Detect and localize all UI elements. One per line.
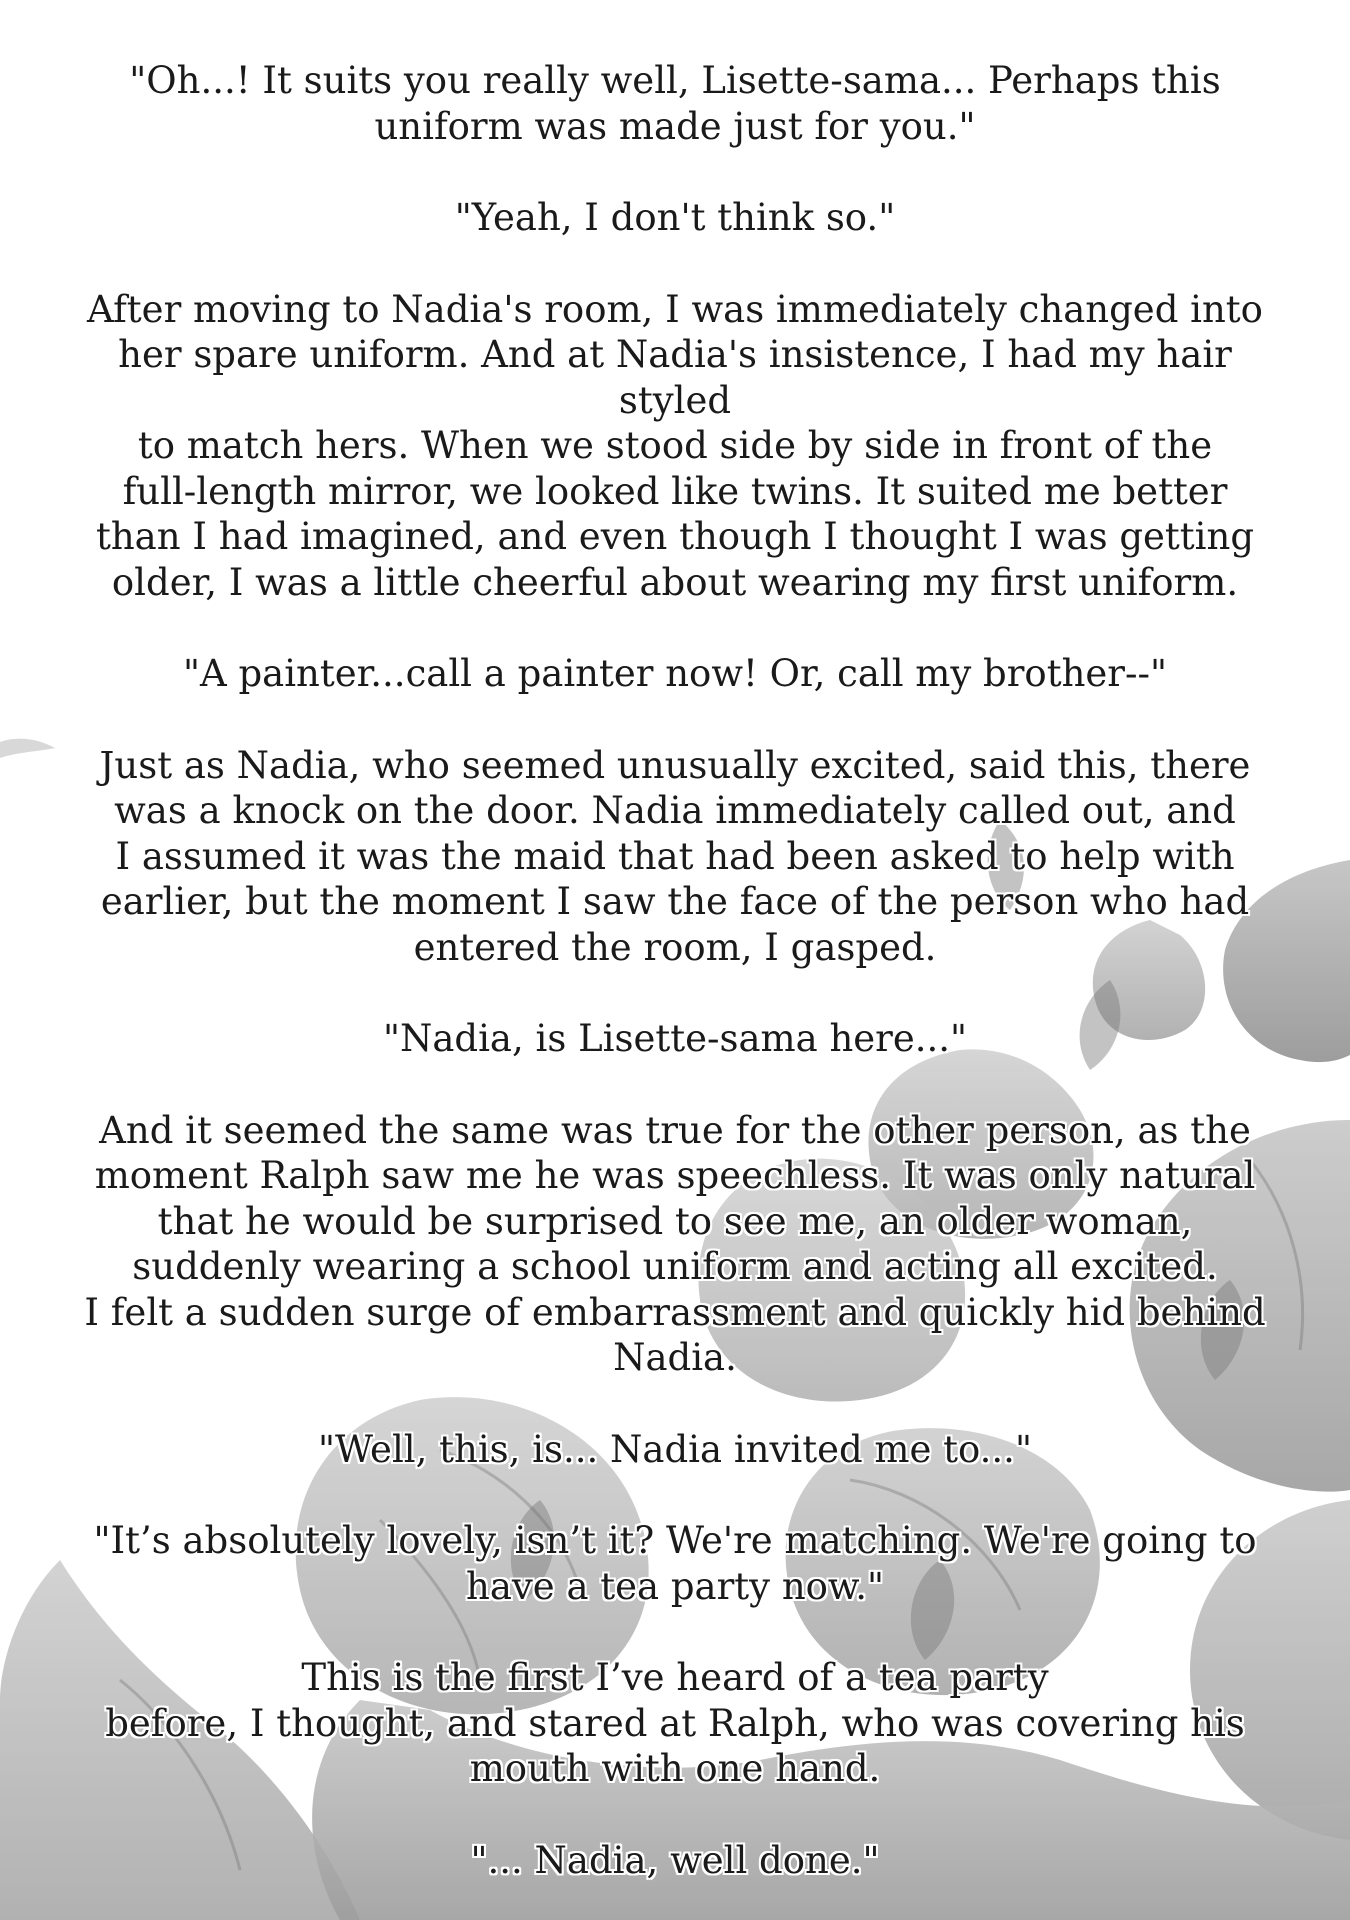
text-line: was a knock on the door. Nadia immediately called out, and xyxy=(114,789,1236,832)
paragraph xyxy=(60,1016,1290,1062)
text-line: This is the first I’ve heard of a tea party xyxy=(301,1656,1049,1699)
text-line: that he would be surprised to see me, an older woman, xyxy=(157,1199,1193,1243)
text-line: Just as Nadia, who seemed unusually excited, said this, there xyxy=(99,743,1251,787)
text-line: "It’s absolutely lovely, isn’t it? We're matching. We're going to xyxy=(93,1519,1257,1562)
text-line: mouth with one hand. xyxy=(469,1747,881,1790)
leaf-shape xyxy=(0,739,55,758)
text-line: After moving to Nadia's room, I was immediately changed into xyxy=(87,287,1263,331)
text-line: "Nadia, is Lisette-sama here..." xyxy=(382,1017,968,1060)
paragraph xyxy=(60,1427,1290,1473)
text-line: "... Nadia, well done." xyxy=(470,1838,880,1882)
text-line: "Well, this, is... Nadia invited me to..." xyxy=(318,1427,1032,1471)
paragraph xyxy=(60,58,1290,149)
paragraph xyxy=(60,1108,1290,1381)
text-line: Nadia. xyxy=(613,1336,737,1379)
text-line: earlier, but the moment I saw the face of the person who had xyxy=(100,880,1250,923)
text-line: uniform was made just for you." xyxy=(374,104,976,148)
paragraph xyxy=(60,1518,1290,1609)
text-line: entered the room, I gasped. xyxy=(413,925,937,969)
text-line: suddenly wearing a school uniform and acting all excited. xyxy=(132,1245,1218,1288)
text-line: have a tea party now." xyxy=(466,1564,884,1608)
paragraph xyxy=(60,1838,1290,1884)
text-line: I assumed it was the maid that had been asked to help with xyxy=(115,834,1235,878)
text-line: older, I was a little cheerful about wearing my first uniform. xyxy=(111,560,1239,604)
text-line: "Oh...! It suits you really well, Lisette-sama... Perhaps this xyxy=(129,59,1221,102)
paragraph xyxy=(60,1655,1290,1792)
text-line: "Yeah, I don't think so." xyxy=(454,196,896,239)
text-line: her spare uniform. And at Nadia's insistence, I had my hair styled xyxy=(118,333,1232,422)
text-line: full-length mirror, we looked like twins. It suited me better xyxy=(122,469,1228,513)
text-line: moment Ralph saw me he was speechless. It was only natural xyxy=(94,1154,1256,1197)
text-line: I felt a sudden surge of embarrassment and quickly hid behind xyxy=(84,1290,1266,1334)
text-line: than I had imagined, and even though I thought I was getting xyxy=(95,515,1255,558)
paragraph xyxy=(60,743,1290,971)
paragraph xyxy=(60,651,1290,697)
text-line: to match hers. When we stood side by side in front of the xyxy=(137,424,1213,467)
text-line: "A painter...call a painter now! Or, call my brother--" xyxy=(182,652,1168,695)
story-text xyxy=(60,58,1290,1920)
text-line: before, I thought, and stared at Ralph, who was covering his xyxy=(105,1701,1245,1745)
paragraph xyxy=(60,287,1290,606)
paragraph xyxy=(60,195,1290,241)
text-line: And it seemed the same was true for the other person, as the xyxy=(99,1108,1251,1152)
